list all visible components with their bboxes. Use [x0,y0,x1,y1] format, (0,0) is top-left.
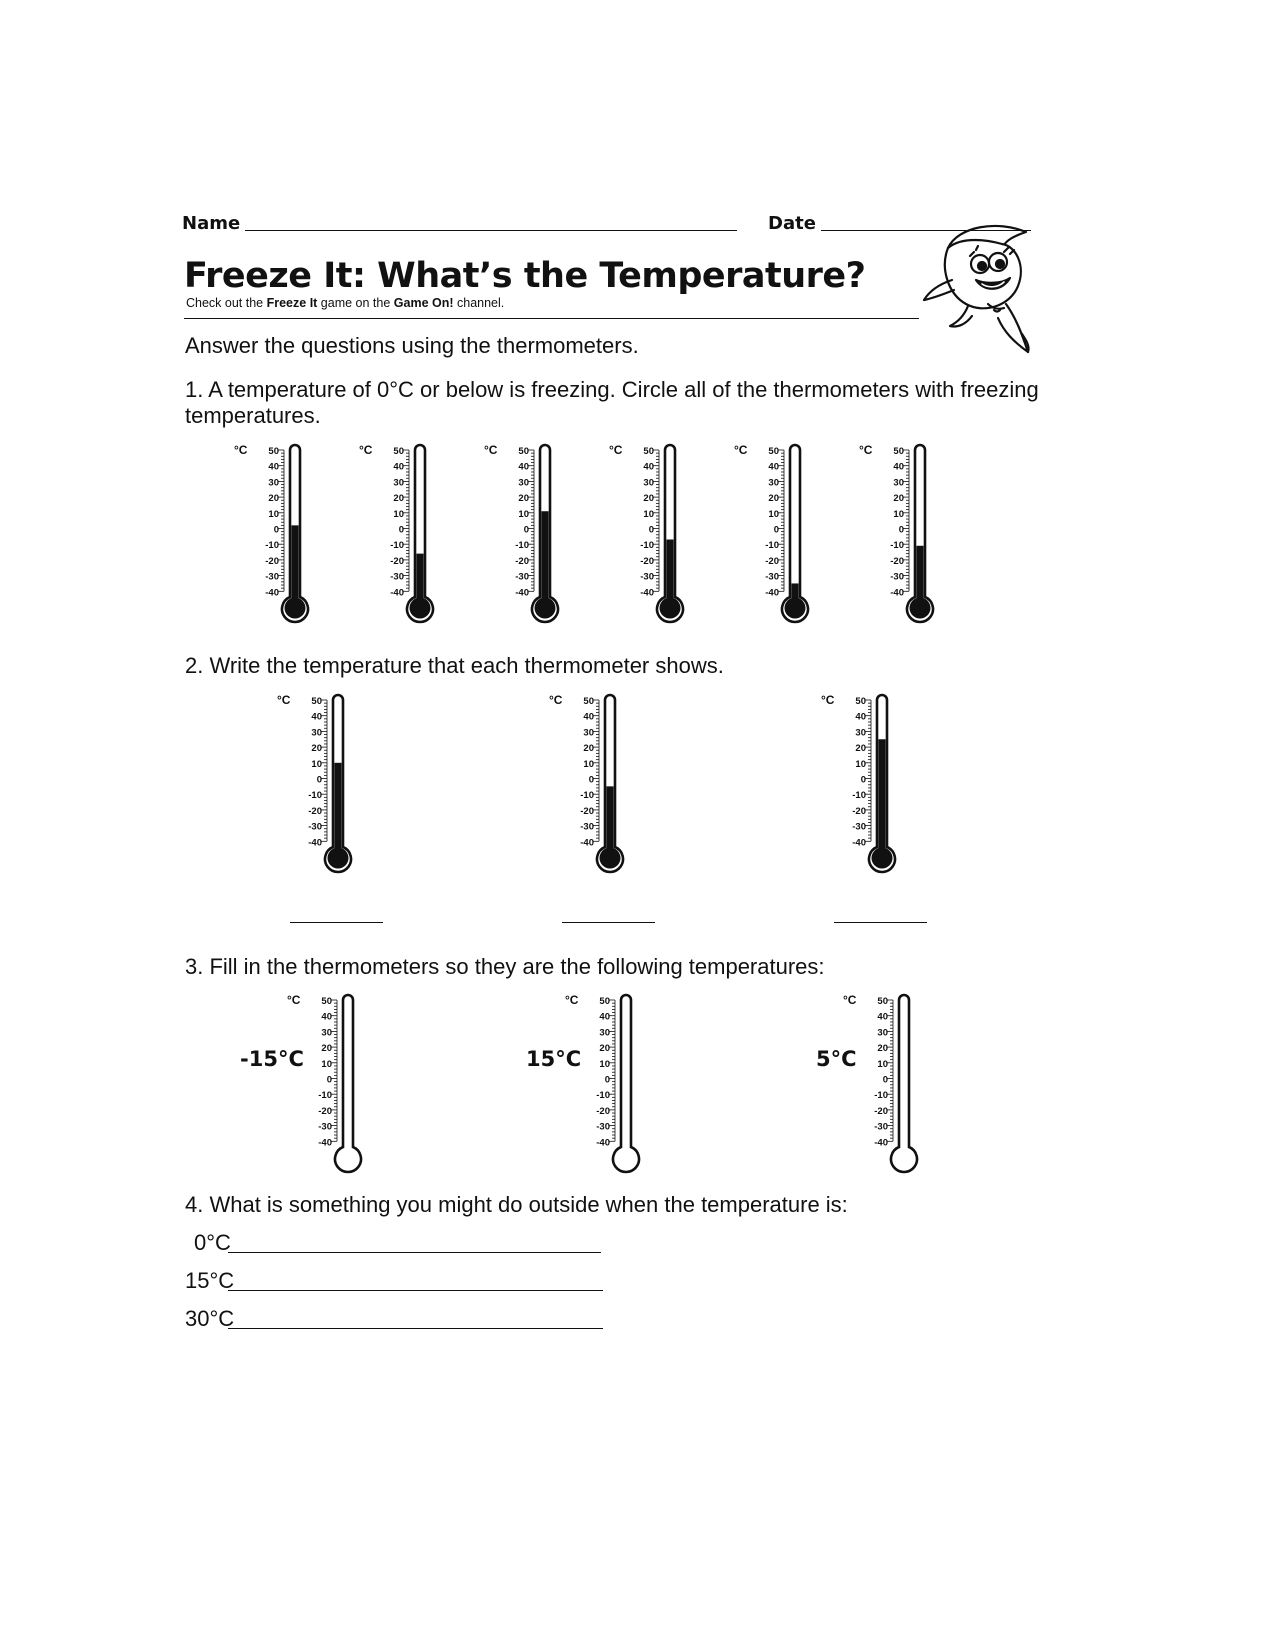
mercury-column [542,511,549,602]
q4-answer-line[interactable] [228,1328,603,1329]
q3-target-temp: -15°C [240,1047,304,1071]
scale-label: 20 [321,1043,332,1055]
scale-label: 20 [311,743,322,755]
scale-label: 10 [893,508,904,520]
scale-label: 10 [268,508,279,520]
scale-label: -30 [308,821,322,833]
title-divider [184,318,919,319]
scale-label: 10 [855,758,866,770]
scale-label: -10 [874,1090,888,1102]
scale-label: -40 [852,837,866,849]
thermometer-unit-label: °C [277,693,291,707]
scale-label: -40 [318,1137,332,1149]
scale-label: -10 [265,540,279,552]
scale-label: 0 [898,524,904,536]
scale-label: 10 [321,1058,332,1070]
name-field[interactable] [245,230,737,231]
scale-label: 20 [393,493,404,505]
scale-label: 40 [768,461,779,473]
scale-label: 0 [523,524,529,536]
scale-label: 0 [316,774,322,786]
q4-item-label: 30°C [185,1306,235,1331]
scale-label: 30 [321,1027,332,1039]
scale-label: 20 [643,493,654,505]
date-label: Date [768,213,816,234]
scale-label: 0 [860,774,866,786]
scale-label: 20 [268,493,279,505]
thermometer-unit-label: °C [609,443,623,457]
scale-label: 20 [518,493,529,505]
subtitle [186,296,504,310]
mercury-column [667,539,674,602]
scale-label: -10 [852,790,866,802]
scale-label: 40 [311,711,322,723]
scale-label: 30 [599,1027,610,1039]
scale-label: 20 [599,1043,610,1055]
scale-label: -10 [308,790,322,802]
scale-label: -20 [308,805,322,817]
thermometer-tube [891,995,917,1172]
scale-label: 0 [882,1074,888,1086]
scale-label: -10 [596,1090,610,1102]
scale-label: 30 [393,477,404,489]
scale-label: 30 [893,477,904,489]
page-title: Freeze It: What’s the Temperature? [184,256,866,296]
scale-label: 0 [326,1074,332,1086]
scale-label: -30 [890,571,904,583]
thermometer-tube [335,995,361,1172]
thermometer-tube [613,995,639,1172]
scale-label: 10 [311,758,322,770]
mercury-column [879,739,886,852]
scale-label: -10 [390,540,404,552]
scale-label: 10 [599,1058,610,1070]
scale-label: 50 [877,996,888,1007]
scale-label: 20 [768,493,779,505]
thermometer-unit-label: °C [287,993,301,1007]
scale-label: -40 [765,587,779,599]
q1-thermometer[interactable] [355,440,445,630]
q3-text: 3. Fill in the thermometers so they are the following temperatures: [185,954,825,979]
mercury-column [335,763,342,852]
q2-thermometer [817,690,907,880]
q3-thermometer[interactable] [839,990,929,1180]
q3-target-temp: 15°C [526,1047,582,1071]
scale-label: -20 [890,555,904,567]
scale-label: -30 [580,821,594,833]
q4-answer-line[interactable] [228,1290,603,1291]
scale-label: 50 [311,696,322,707]
q1-thermometer[interactable] [230,440,320,630]
scale-label: -20 [874,1105,888,1117]
scale-label: -10 [765,540,779,552]
q1-thermometer[interactable] [480,440,570,630]
scale-label: 50 [321,996,332,1007]
scale-label: 40 [877,1011,888,1023]
subtitle-game: Freeze It [266,296,318,310]
q2-answer-line[interactable] [290,922,383,923]
thermometer-unit-label: °C [859,443,873,457]
subtitle-mid: game on the [317,296,394,310]
scale-label: -20 [852,805,866,817]
q3-thermometer[interactable] [283,990,373,1180]
scale-label: -30 [640,571,654,583]
scale-label: 40 [393,461,404,473]
mercury-bulb [285,598,306,619]
mercury-column [417,554,424,602]
scale-label: 20 [583,743,594,755]
q2-answer-line[interactable] [562,922,655,923]
scale-label: -10 [580,790,594,802]
scale-label: -40 [640,587,654,599]
q2-thermometer [273,690,363,880]
mercury-bulb [785,598,806,619]
scale-label: -40 [515,587,529,599]
scale-label: -10 [640,540,654,552]
scale-label: 10 [583,758,594,770]
scale-label: 50 [643,446,654,457]
q1-text-line2: temperatures. [185,403,321,428]
scale-label: 20 [877,1043,888,1055]
thermometer-unit-label: °C [484,443,498,457]
scale-label: 30 [268,477,279,489]
scale-label: -20 [515,555,529,567]
scale-label: -10 [515,540,529,552]
q1-thermometer[interactable] [855,440,945,630]
q1-thermometer[interactable] [730,440,820,630]
scale-label: -40 [596,1137,610,1149]
subtitle-pre: Check out the [186,296,267,310]
subtitle-channel: Game On! [393,296,454,310]
scale-label: 40 [855,711,866,723]
thermometer-unit-label: °C [565,993,579,1007]
scale-label: 0 [398,524,404,536]
scale-label: 0 [588,774,594,786]
q4-item-label: 15°C [185,1268,235,1293]
scale-label: 10 [518,508,529,520]
scale-label: 50 [599,996,610,1007]
q1-thermometer[interactable] [605,440,695,630]
scale-label: 30 [877,1027,888,1039]
mercury-column [607,786,614,852]
mercury-bulb [660,598,681,619]
scale-label: 10 [768,508,779,520]
scale-label: -30 [874,1121,888,1133]
scale-label: -10 [318,1090,332,1102]
scale-label: 50 [768,446,779,457]
scale-label: 30 [855,727,866,739]
scale-label: 30 [643,477,654,489]
scale-label: -20 [765,555,779,567]
q1-text-line1: 1. A temperature of 0°C or below is freezing. Circle all of the thermometers with freezing [185,377,1039,402]
subtitle-post: channel. [453,296,505,310]
mercury-column [917,546,924,602]
scale-label: -10 [890,540,904,552]
scale-label: -30 [265,571,279,583]
scale-label: -30 [596,1121,610,1133]
scale-label: -30 [852,821,866,833]
scale-label: -40 [265,587,279,599]
scale-label: 0 [773,524,779,536]
mercury-bulb [910,598,931,619]
scale-label: -40 [390,587,404,599]
scale-label: -40 [308,837,322,849]
scale-label: 10 [393,508,404,520]
scale-label: -30 [390,571,404,583]
mercury-bulb [600,848,621,869]
scale-label: 40 [518,461,529,473]
mercury-bulb [535,598,556,619]
thermometer-unit-label: °C [234,443,248,457]
q2-thermometer [545,690,635,880]
scale-label: 40 [599,1011,610,1023]
scale-label: -20 [390,555,404,567]
scale-label: 10 [877,1058,888,1070]
scale-label: 40 [583,711,594,723]
scale-label: 30 [583,727,594,739]
scale-label: 40 [893,461,904,473]
scale-label: 50 [893,446,904,457]
scale-label: -40 [874,1137,888,1149]
thermometer-unit-label: °C [843,993,857,1007]
scale-label: 20 [893,493,904,505]
mercury-bulb [872,848,893,869]
name-label: Name [182,213,241,234]
scale-label: 40 [321,1011,332,1023]
scale-label: -40 [890,587,904,599]
scale-label: 40 [268,461,279,473]
q3-thermometer[interactable] [561,990,651,1180]
scale-label: 0 [273,524,279,536]
thermometer-unit-label: °C [359,443,373,457]
scale-label: 20 [855,743,866,755]
q2-answer-line[interactable] [834,922,927,923]
scale-label: 10 [643,508,654,520]
scale-label: -20 [318,1105,332,1117]
scale-label: 30 [518,477,529,489]
scale-label: -30 [765,571,779,583]
scale-label: 0 [648,524,654,536]
scale-label: -20 [580,805,594,817]
scale-label: -40 [580,837,594,849]
scale-label: 30 [311,727,322,739]
q4-text: 4. What is something you might do outside when the temperature is: [185,1192,848,1217]
scale-label: -30 [318,1121,332,1133]
mercury-bulb [328,848,349,869]
fish-mascot-icon [918,218,1038,360]
scale-label: -20 [265,555,279,567]
mercury-column [292,525,299,602]
q4-answer-line[interactable] [228,1252,601,1253]
thermometer-unit-label: °C [821,693,835,707]
q2-text: 2. Write the temperature that each thermometer shows. [185,653,724,678]
scale-label: -20 [596,1105,610,1117]
scale-label: 50 [855,696,866,707]
mercury-bulb [410,598,431,619]
thermometer-unit-label: °C [734,443,748,457]
scale-label: 0 [604,1074,610,1086]
scale-label: -20 [640,555,654,567]
scale-label: 50 [393,446,404,457]
scale-label: 40 [643,461,654,473]
thermometer-unit-label: °C [549,693,563,707]
scale-label: 50 [518,446,529,457]
instructions: Answer the questions using the thermometers. [185,333,639,358]
scale-label: -30 [515,571,529,583]
scale-label: 50 [268,446,279,457]
q3-target-temp: 5°C [816,1047,857,1071]
scale-label: 50 [583,696,594,707]
scale-label: 30 [768,477,779,489]
q4-item-label: 0°C [194,1230,231,1255]
